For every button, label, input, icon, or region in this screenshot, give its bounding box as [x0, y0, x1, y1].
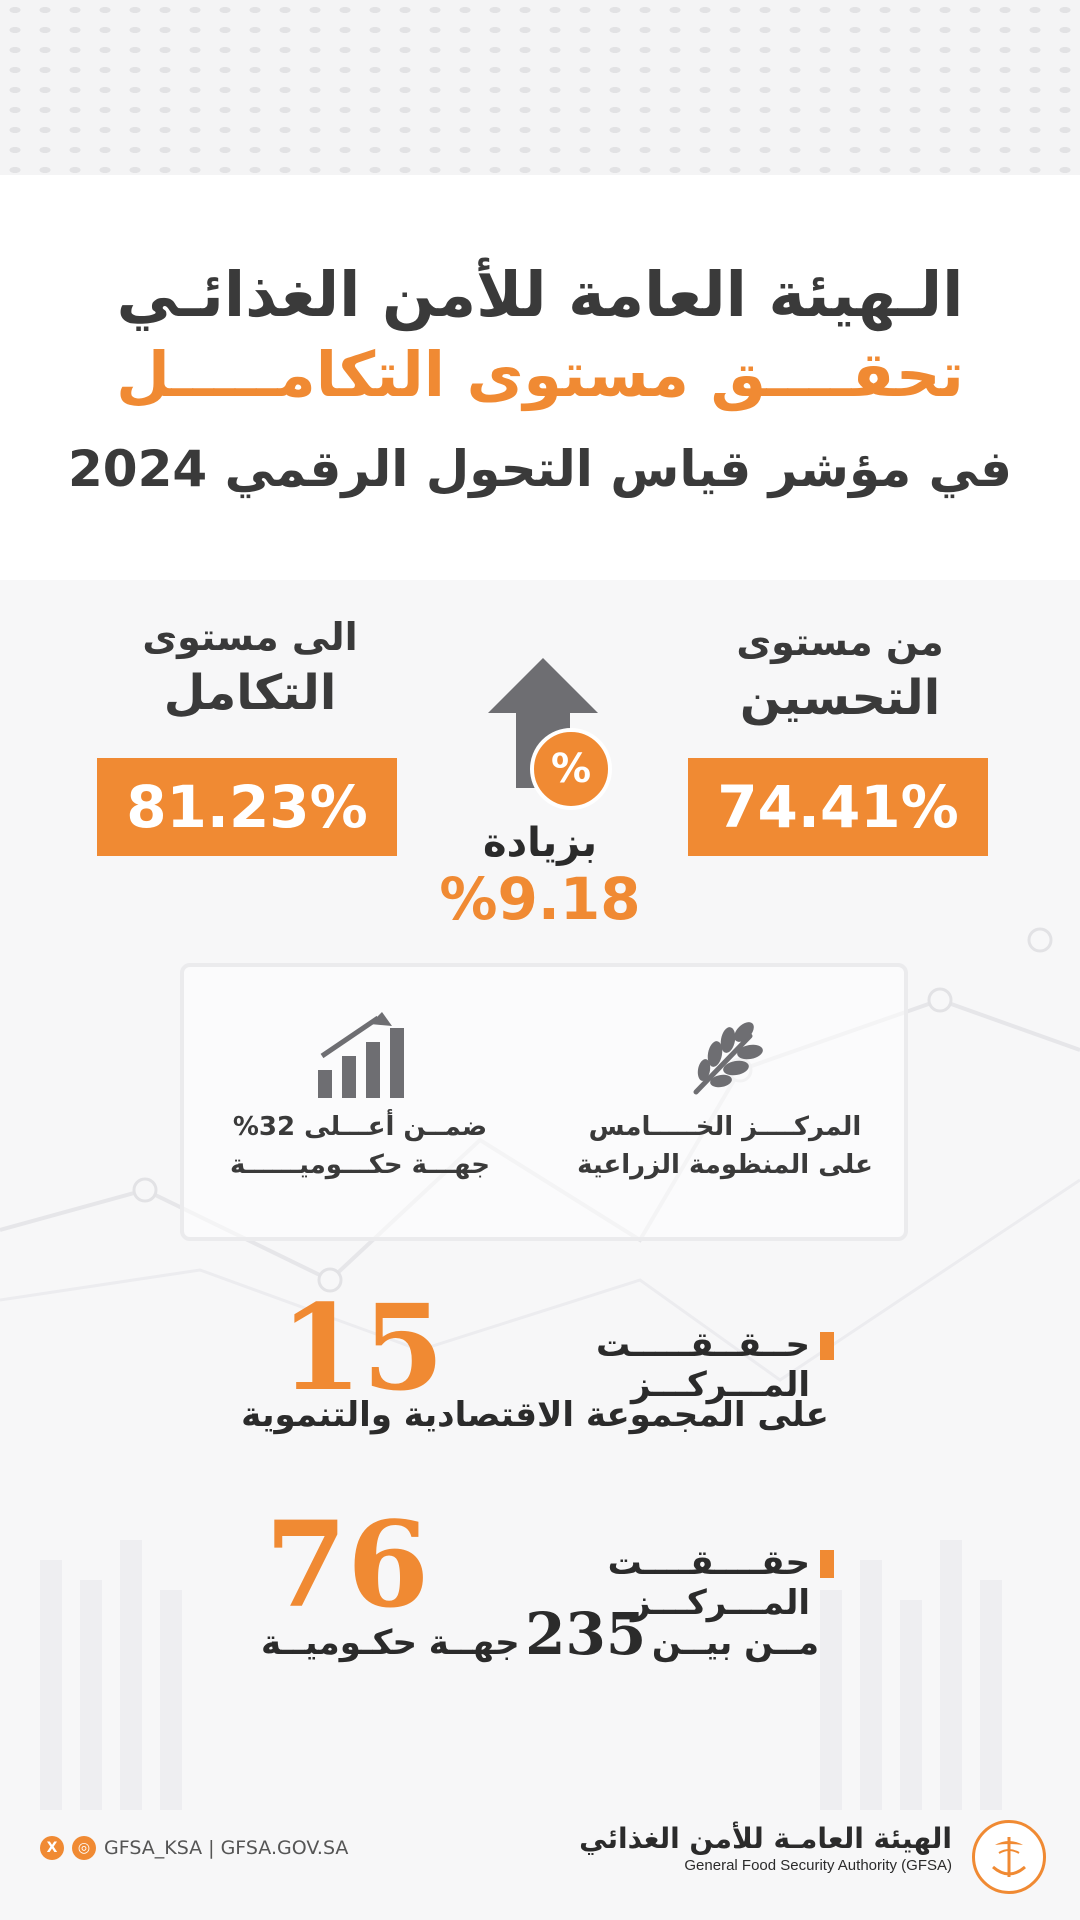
top-percent-line2: جهـــة حكـــوميــــــة: [230, 1150, 490, 1180]
growth-chart-icon: [318, 1012, 408, 1098]
org-name-ar: الهيئة العامـة للأمن الغذائي: [579, 1822, 952, 1855]
top-percent-line1: ضمــن أعـــلى 32%: [232, 1112, 488, 1142]
from-level-label-line2: التحسين: [739, 670, 941, 726]
to-level-label: [100, 615, 400, 721]
instagram-icon[interactable]: ◎: [72, 1836, 96, 1860]
increase-label: بزيادة: [482, 820, 598, 866]
top-percent-text: [190, 1108, 530, 1184]
stat2-sub-prefix: مــن بيــن: [651, 1623, 820, 1663]
bullet-marker: [820, 1550, 834, 1578]
stat1-text: حــقــقـــــت المـــركـــز: [595, 1325, 810, 1405]
org-signature: [579, 1822, 952, 1874]
title-line-1: الـهيئة العامة للأمن الغذائـي: [116, 258, 964, 331]
stat2-sub: [260, 1600, 820, 1668]
stat2-sub-number: 235: [525, 1600, 647, 1668]
title-line-2: تحقــــق مستوى التكامـــــل: [116, 338, 964, 411]
from-level-value: 74.41%: [688, 758, 988, 856]
from-level-label: [690, 620, 990, 726]
bullet-marker: [820, 1332, 834, 1360]
stat1-sub: على المجموعة الاقتصادية والتنموية: [241, 1395, 829, 1435]
agri-rank-text: [560, 1108, 890, 1184]
stat2-text: حقــــقــــت المـــركـــز: [607, 1543, 810, 1623]
social-links: [40, 1836, 348, 1860]
to-level-label-line2: التكامل: [163, 665, 337, 721]
agri-rank-line1: المركــــز الخـــــامس: [588, 1112, 862, 1142]
increase-value: %9.18: [439, 865, 641, 933]
stat2-sub-suffix: جهــة حكـوميــة: [260, 1623, 520, 1663]
decorative-pattern: [0, 0, 1080, 175]
gfsa-logo: [972, 1820, 1046, 1894]
x-icon[interactable]: X: [40, 1836, 64, 1860]
stat1-number: 15: [280, 1278, 445, 1417]
agri-rank-line2: على المنظومة الزراعية: [577, 1150, 873, 1180]
title-line-3: في مؤشر قياس التحول الرقمي 2024: [68, 440, 1012, 498]
org-name-en: General Food Security Authority (GFSA): [684, 1857, 952, 1874]
to-level-value: 81.23%: [97, 758, 397, 856]
wheat-icon: [688, 1018, 764, 1096]
rank-card: [180, 963, 908, 1241]
percent-icon: %: [530, 728, 612, 810]
from-level-label-line1: من مستوى: [736, 620, 944, 664]
to-level-label-line1: الى مستوى: [142, 615, 358, 659]
social-handle[interactable]: GFSA_KSA | GFSA.GOV.SA: [104, 1837, 349, 1859]
stat2-number: 76: [265, 1495, 430, 1634]
